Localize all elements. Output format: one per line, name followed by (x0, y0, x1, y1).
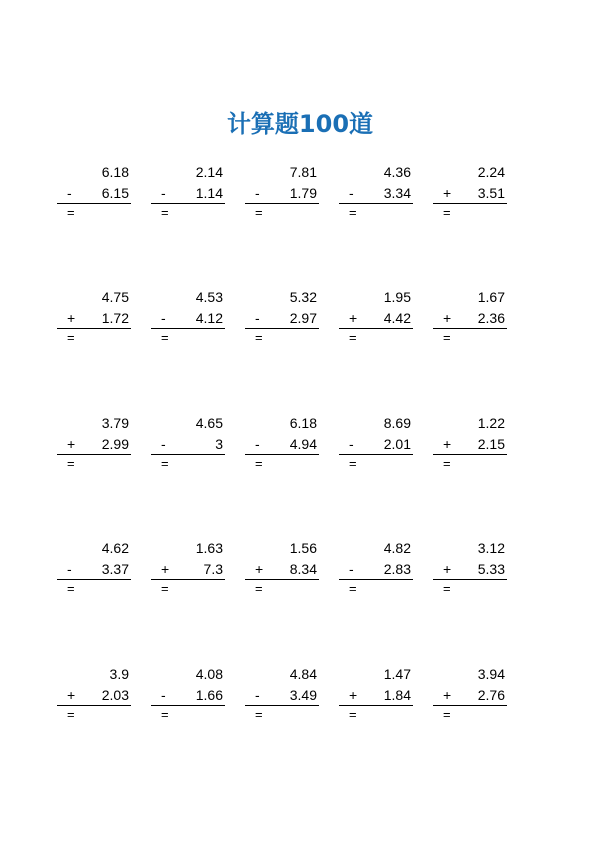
problem-r3-c4 (339, 415, 413, 473)
equals-sign: = (443, 456, 451, 471)
problem-r4-c3 (245, 540, 319, 598)
operator: + (349, 687, 358, 703)
bottom-operand: 6.15 (101, 185, 129, 201)
equals-sign: = (255, 581, 263, 596)
operator: + (443, 561, 452, 577)
bottom-operand: 2.01 (383, 436, 411, 452)
problem-r2-c4 (339, 289, 413, 347)
problem-r3-c1 (57, 415, 131, 473)
top-operand: 6.18 (289, 415, 317, 431)
equals-sign: = (67, 205, 75, 220)
problem-r3-c5 (433, 415, 507, 473)
bottom-operand: 8.34 (289, 561, 317, 577)
operator: - (255, 310, 260, 326)
answer-line (433, 328, 507, 329)
equals-sign: = (67, 330, 75, 345)
answer-line (245, 454, 319, 455)
answer-line (151, 579, 225, 580)
top-operand: 8.69 (383, 415, 411, 431)
top-operand: 1.47 (383, 666, 411, 682)
answer-line (433, 203, 507, 204)
operator: - (161, 687, 166, 703)
top-operand: 1.63 (195, 540, 223, 556)
top-operand: 4.82 (383, 540, 411, 556)
answer-line (339, 705, 413, 706)
operator: + (67, 687, 76, 703)
problem-r5-c2 (151, 666, 225, 724)
answer-line (57, 454, 131, 455)
bottom-operand: 3.37 (101, 561, 129, 577)
top-operand: 1.95 (383, 289, 411, 305)
equals-sign: = (67, 707, 75, 722)
bottom-operand: 2.97 (289, 310, 317, 326)
answer-line (245, 328, 319, 329)
bottom-operand: 2.03 (101, 687, 129, 703)
equals-sign: = (349, 456, 357, 471)
operator: - (255, 185, 260, 201)
bottom-operand: 3.51 (477, 185, 505, 201)
operator: + (443, 185, 452, 201)
answer-line (433, 579, 507, 580)
operator: - (255, 687, 260, 703)
answer-line (57, 328, 131, 329)
bottom-operand: 2.36 (477, 310, 505, 326)
equals-sign: = (67, 456, 75, 471)
top-operand: 7.81 (289, 164, 317, 180)
problem-r1-c1 (57, 164, 131, 222)
problem-r2-c3 (245, 289, 319, 347)
problem-r5-c5 (433, 666, 507, 724)
top-operand: 4.08 (195, 666, 223, 682)
top-operand: 1.67 (477, 289, 505, 305)
answer-line (433, 705, 507, 706)
answer-line (245, 705, 319, 706)
problem-r3-c2 (151, 415, 225, 473)
problem-r5-c3 (245, 666, 319, 724)
answer-line (151, 705, 225, 706)
top-operand: 3.12 (477, 540, 505, 556)
equals-sign: = (161, 456, 169, 471)
equals-sign: = (161, 205, 169, 220)
bottom-operand: 4.12 (195, 310, 223, 326)
top-operand: 4.36 (383, 164, 411, 180)
answer-line (339, 579, 413, 580)
problem-r4-c5 (433, 540, 507, 598)
problem-r4-c4 (339, 540, 413, 598)
problem-r4-c2 (151, 540, 225, 598)
bottom-operand: 5.33 (477, 561, 505, 577)
top-operand: 5.32 (289, 289, 317, 305)
operator: + (161, 561, 170, 577)
top-operand: 1.22 (477, 415, 505, 431)
equals-sign: = (443, 707, 451, 722)
bottom-operand: 2.15 (477, 436, 505, 452)
top-operand: 2.14 (195, 164, 223, 180)
bottom-operand: 7.3 (203, 561, 223, 577)
operator: + (349, 310, 358, 326)
problem-r3-c3 (245, 415, 319, 473)
equals-sign: = (443, 205, 451, 220)
operator: - (349, 561, 354, 577)
bottom-operand: 1.66 (195, 687, 223, 703)
top-operand: 2.24 (477, 164, 505, 180)
operator: - (255, 436, 260, 452)
bottom-operand: 1.72 (101, 310, 129, 326)
problem-r2-c1 (57, 289, 131, 347)
equals-sign: = (349, 205, 357, 220)
answer-line (57, 203, 131, 204)
operator: - (161, 185, 166, 201)
equals-sign: = (255, 707, 263, 722)
operator: - (161, 436, 166, 452)
answer-line (151, 328, 225, 329)
top-operand: 3.9 (109, 666, 129, 682)
operator: + (67, 436, 76, 452)
bottom-operand: 3.49 (289, 687, 317, 703)
operator: - (67, 185, 72, 201)
answer-line (151, 203, 225, 204)
equals-sign: = (255, 205, 263, 220)
bottom-operand: 1.79 (289, 185, 317, 201)
top-operand: 3.79 (101, 415, 129, 431)
problem-r2-c5 (433, 289, 507, 347)
page-title: 计算题100道 (226, 110, 374, 138)
equals-sign: = (67, 581, 75, 596)
equals-sign: = (349, 707, 357, 722)
problem-r4-c1 (57, 540, 131, 598)
bottom-operand: 3 (215, 436, 223, 452)
answer-line (433, 454, 507, 455)
top-operand: 4.84 (289, 666, 317, 682)
answer-line (57, 579, 131, 580)
operator: + (443, 436, 452, 452)
answer-line (57, 705, 131, 706)
answer-line (245, 203, 319, 204)
answer-line (339, 454, 413, 455)
top-operand: 6.18 (101, 164, 129, 180)
bottom-operand: 2.76 (477, 687, 505, 703)
problem-r1-c2 (151, 164, 225, 222)
problem-r5-c4 (339, 666, 413, 724)
equals-sign: = (161, 581, 169, 596)
equals-sign: = (443, 581, 451, 596)
answer-line (245, 579, 319, 580)
top-operand: 4.75 (101, 289, 129, 305)
equals-sign: = (443, 330, 451, 345)
operator: - (349, 185, 354, 201)
bottom-operand: 2.99 (101, 436, 129, 452)
top-operand: 4.62 (101, 540, 129, 556)
equals-sign: = (349, 581, 357, 596)
problem-r2-c2 (151, 289, 225, 347)
equals-sign: = (255, 456, 263, 471)
top-operand: 3.94 (477, 666, 505, 682)
top-operand: 4.65 (195, 415, 223, 431)
problem-r1-c5 (433, 164, 507, 222)
equals-sign: = (255, 330, 263, 345)
operator: - (67, 561, 72, 577)
bottom-operand: 4.94 (289, 436, 317, 452)
operator: + (443, 310, 452, 326)
bottom-operand: 1.14 (195, 185, 223, 201)
equals-sign: = (161, 330, 169, 345)
operator: - (161, 310, 166, 326)
problem-r1-c4 (339, 164, 413, 222)
answer-line (339, 328, 413, 329)
operator: - (349, 436, 354, 452)
answer-line (151, 454, 225, 455)
answer-line (339, 203, 413, 204)
problem-r5-c1 (57, 666, 131, 724)
bottom-operand: 3.34 (383, 185, 411, 201)
equals-sign: = (161, 707, 169, 722)
operator: + (67, 310, 76, 326)
operator: + (443, 687, 452, 703)
operator: + (255, 561, 264, 577)
bottom-operand: 4.42 (383, 310, 411, 326)
problem-r1-c3 (245, 164, 319, 222)
bottom-operand: 1.84 (383, 687, 411, 703)
bottom-operand: 2.83 (383, 561, 411, 577)
top-operand: 4.53 (195, 289, 223, 305)
top-operand: 1.56 (289, 540, 317, 556)
equals-sign: = (349, 330, 357, 345)
